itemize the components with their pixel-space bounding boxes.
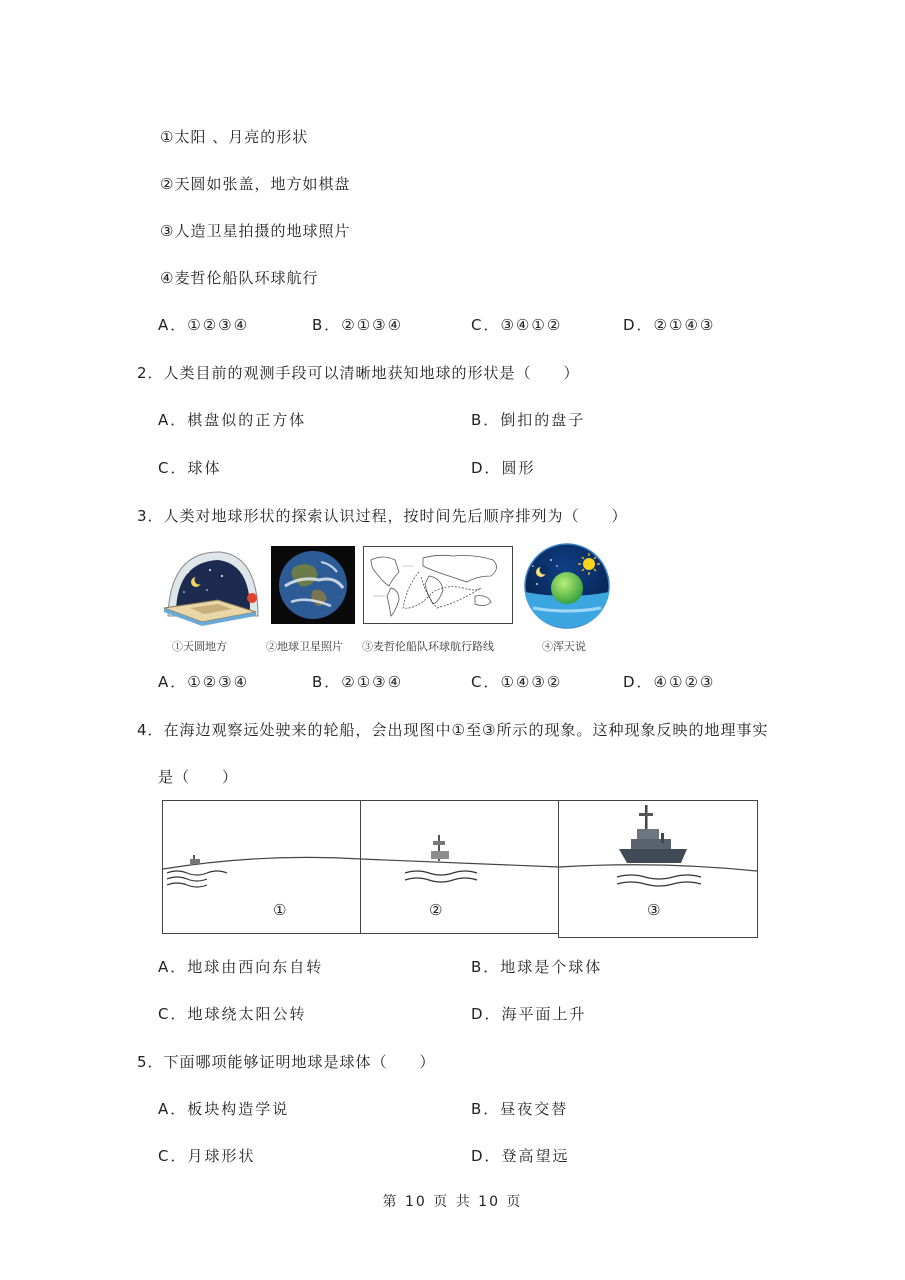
q1-item-4: ④麦哲伦船队环球航行 [160, 269, 319, 287]
q3-option-b: B．②①③④ [312, 673, 404, 691]
q1-item-3: ③人造卫星拍摄的地球照片 [160, 222, 351, 240]
q4-stem-line-2: 是（ ） [158, 768, 239, 786]
q5-option-b: B．昼夜交替 [471, 1100, 569, 1118]
q3-caption-4: ④浑天说 [542, 640, 586, 653]
q4-option-c: C．地球绕太阳公转 [158, 1005, 307, 1023]
earth-satellite-photo [271, 546, 355, 624]
q4-option-b: B．地球是个球体 [471, 958, 603, 976]
q1-option-d: D．②①④③ [623, 316, 716, 334]
panel-label-2: ② [429, 901, 443, 919]
q3-caption-1: ①天圆地方 [172, 640, 227, 653]
ship-panel-3 [558, 800, 758, 938]
q5-option-c: C．月球形状 [158, 1147, 256, 1165]
q2-option-d: D．圆形 [471, 459, 536, 477]
round-sky-square-earth-image [160, 546, 260, 628]
q3-option-a: A．①②③④ [158, 673, 250, 691]
ship-panel-2 [360, 800, 560, 934]
q3-option-d: D．④①②③ [623, 673, 716, 691]
ship-half-visible-drawing [361, 801, 559, 933]
q3-option-c: C．①④③② [471, 673, 563, 691]
q4-option-a: A．地球由西向东自转 [158, 958, 324, 976]
q5-stem: 5．下面哪项能够证明地球是球体（ ） [137, 1053, 436, 1071]
q4-option-d: D．海平面上升 [471, 1005, 587, 1023]
page-footer: 第 10 页 共 10 页 [382, 1194, 523, 1210]
q5-option-d: D．登高望远 [471, 1147, 570, 1165]
panel-label-3: ③ [647, 901, 661, 919]
q2-option-c: C．球体 [158, 459, 222, 477]
ship-panel-1 [162, 800, 362, 934]
q2-stem: 2．人类目前的观测手段可以清晰地获知地球的形状是（ ） [137, 364, 580, 382]
q3-caption-3: ③麦哲伦船队环球航行路线 [362, 640, 494, 653]
armillary-heaven-theory-image [521, 542, 613, 630]
q3-stem: 3．人类对地球形状的探索认识过程，按时间先后顺序排列为（ ） [137, 507, 628, 525]
q1-item-1: ①太阳 、月亮的形状 [160, 128, 309, 146]
q2-option-a: A．棋盘似的正方体 [158, 411, 307, 429]
magellan-route-map [363, 546, 513, 624]
q2-option-b: B．倒扣的盘子 [471, 411, 586, 429]
q1-option-a: A．①②③④ [158, 316, 250, 334]
q3-caption-2: ②地球卫星照片 [266, 640, 343, 653]
q1-option-b: B．②①③④ [312, 316, 404, 334]
q1-option-c: C．③④①② [471, 316, 563, 334]
q1-item-2: ②天圆如张盖，地方如棋盘 [160, 175, 351, 193]
ship-mast-far-drawing [163, 801, 361, 933]
panel-label-1: ① [273, 901, 287, 919]
q4-stem-line-1: 4．在海边观察远处驶来的轮船，会出现图中①至③所示的现象。这种现象反映的地理事实 [137, 721, 769, 739]
q5-option-a: A．板块构造学说 [158, 1100, 290, 1118]
